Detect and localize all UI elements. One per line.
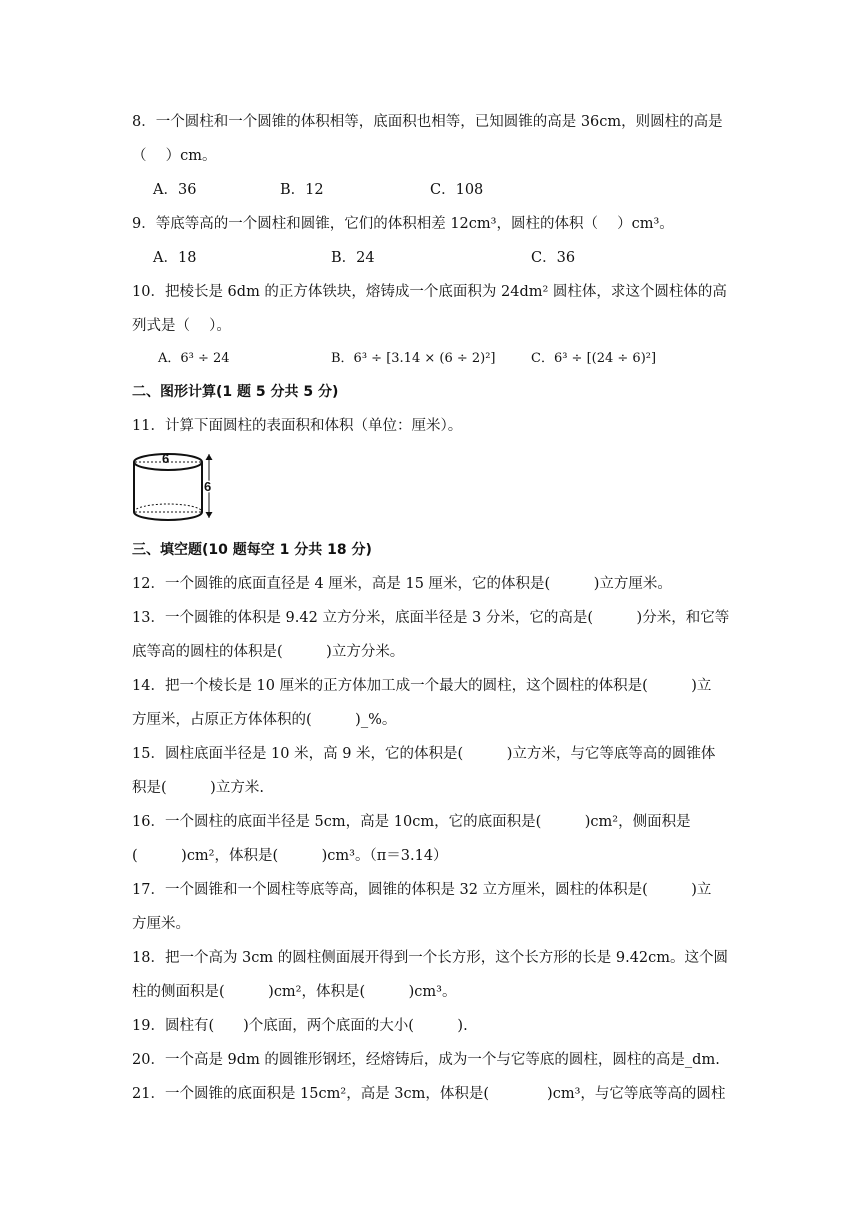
question-8-option-b: B．12 <box>280 182 324 198</box>
question-10-text: 10．把棱长是 6dm 的正方体铁块，熔铸成一个底面积为 24dm² 圆柱体，求这个圆柱体的高 <box>132 284 727 300</box>
question-17-text: 17．一个圆锥和一个圆柱等底等高，圆锥的体积是 32 立方厘米，圆柱的体积是( )立 <box>132 882 712 898</box>
question-14-text-cont: 方厘米，占原正方体体积的( )_%。 <box>132 712 397 728</box>
question-9-option-a: A．18 <box>153 250 197 266</box>
section-3-heading: 三、填空题(10 题每空 1 分共 18 分) <box>132 542 372 558</box>
question-10-option-c: C．6³ ÷ [(24 ÷ 6)²] <box>531 351 657 366</box>
question-9-option-c: C．36 <box>531 250 576 266</box>
question-13-text-cont: 底等高的圆柱的体积是( )立方分米。 <box>132 644 405 660</box>
question-15-text-cont: 积是( )立方米. <box>132 780 264 796</box>
question-18-text: 18．把一个高为 3cm 的圆柱侧面展开得到一个长方形，这个长方形的长是 9.42cm。这个圆 <box>132 950 729 966</box>
cylinder-bottom-back <box>134 504 202 512</box>
question-16-text-cont: ( )cm²，体积是( )cm³。（π＝3.14） <box>132 848 448 864</box>
question-10-option-a: A．6³ ÷ 24 <box>158 351 230 366</box>
question-21-text: 21．一个圆锥的底面积是 15cm²，高是 3cm，体积是( )cm³，与它等底等高的圆柱 <box>132 1086 726 1102</box>
height-arrow-bottom-icon <box>206 512 213 518</box>
question-12-text: 12．一个圆锥的底面直径是 4 厘米，高是 15 厘米，它的体积是( )立方厘米。 <box>132 576 672 592</box>
question-8-text-cont: （ ）cm。 <box>132 148 217 164</box>
question-20-text: 20．一个高是 9dm 的圆锥形钢坯，经熔铸后，成为一个与它等底的圆柱，圆柱的高是_dm. <box>132 1052 720 1068</box>
question-13-text: 13．一个圆锥的体积是 9.42 立方分米，底面半径是 3 分米，它的高是( )分米，和它等 <box>132 610 730 626</box>
height-arrow-top-icon <box>206 454 213 460</box>
question-14-text: 14．把一个棱长是 10 厘米的正方体加工成一个最大的圆柱，这个圆柱的体积是( )立 <box>132 678 712 694</box>
question-18-text-cont: 柱的侧面积是( )cm²，体积是( )cm³。 <box>132 984 457 1000</box>
question-10-text-cont: 列式是（ ）。 <box>132 318 231 334</box>
height-label: 6 <box>204 479 212 494</box>
diameter-label: 6 <box>162 451 170 466</box>
question-10-option-b: B．6³ ÷ [3.14 × (6 ÷ 2)²] <box>331 351 496 366</box>
question-16-text: 16．一个圆柱的底面半径是 5cm，高是 10cm，它的底面积是( )cm²，侧面积是 <box>132 814 691 830</box>
question-11-text: 11．计算下面圆柱的表面积和体积（单位：厘米）。 <box>132 418 463 434</box>
question-19-text: 19．圆柱有( )个底面，两个底面的大小( ). <box>132 1018 468 1034</box>
question-9-option-b: B．24 <box>331 250 375 266</box>
question-8-text: 8．一个圆柱和一个圆锥的体积相等，底面积也相等，已知圆锥的高是 36cm，则圆柱的高是 <box>132 114 723 130</box>
question-9-text: 9．等底等高的一个圆柱和圆锥，它们的体积相差 12cm³，圆柱的体积（ ）cm³。 <box>132 216 674 232</box>
question-8-option-c: C．108 <box>430 182 484 198</box>
question-15-text: 15．圆柱底面半径是 10 米，高 9 米，它的体积是( )立方米，与它等底等高的圆锥体 <box>132 746 716 762</box>
cylinder-bottom-front <box>134 512 202 520</box>
cylinder-figure <box>130 450 216 526</box>
section-2-heading: 二、图形计算(1 题 5 分共 5 分) <box>132 384 339 400</box>
question-8-option-a: A．36 <box>153 182 197 198</box>
question-17-text-cont: 方厘米。 <box>132 916 190 932</box>
